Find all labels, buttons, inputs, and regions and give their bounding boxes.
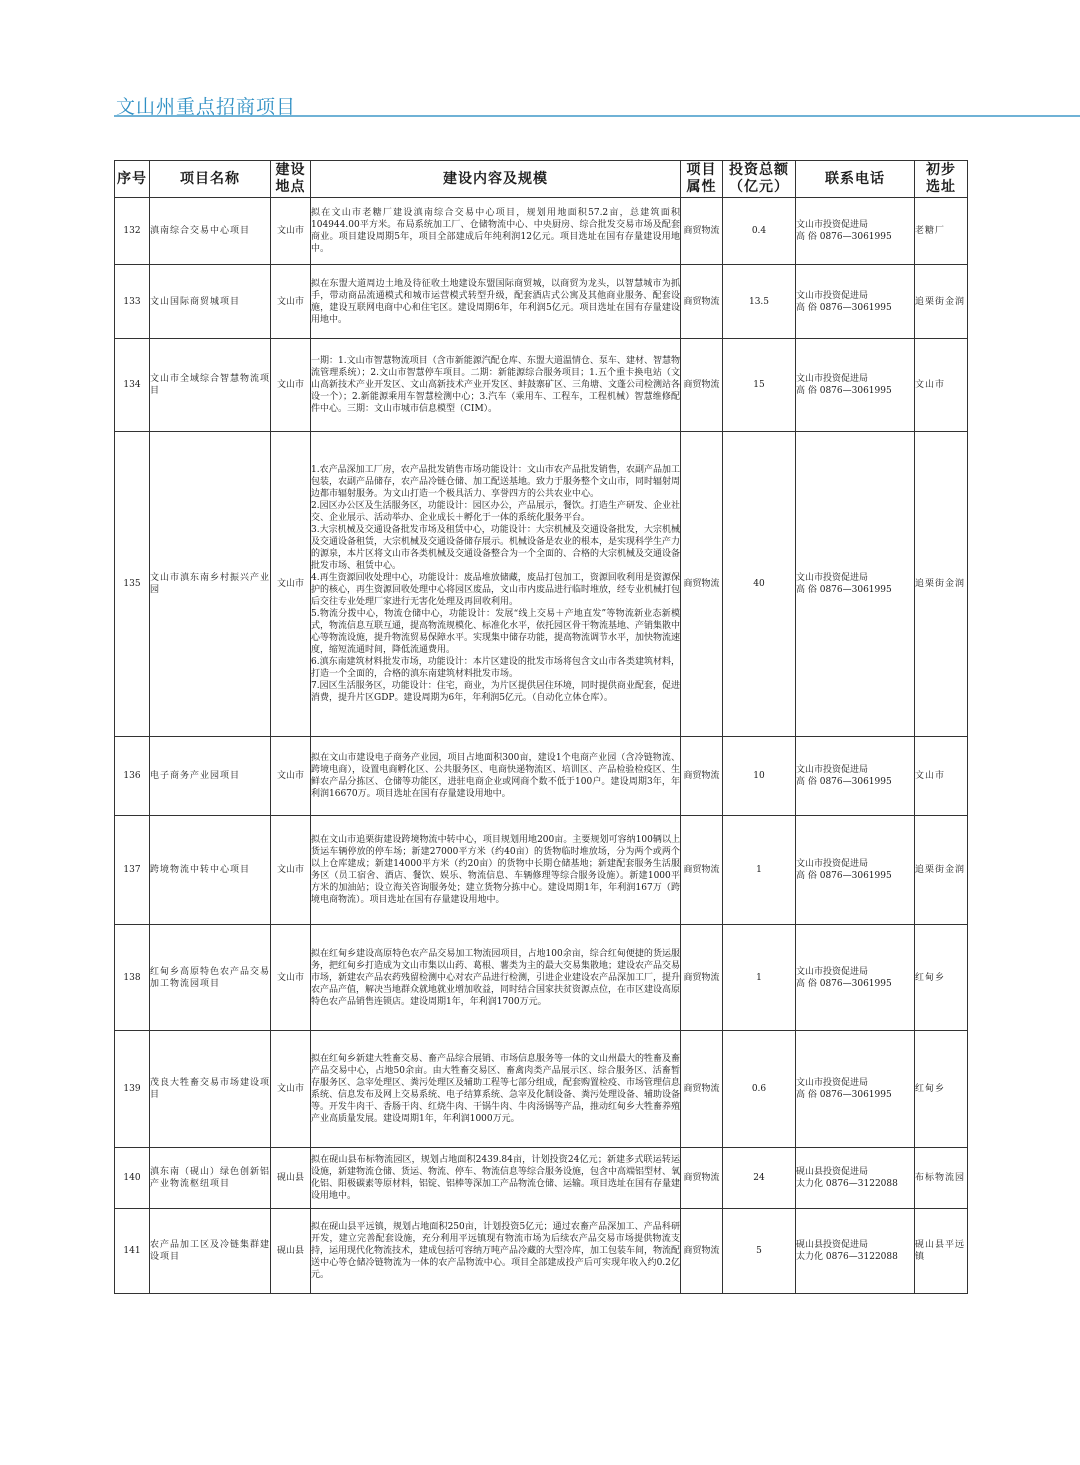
- header-attr-line2: 属性: [686, 179, 717, 195]
- table-row: [115, 737, 968, 816]
- project-location: 文山市: [271, 265, 311, 339]
- header-location-line2: 地点: [275, 179, 306, 195]
- header-attr-line1: 项目: [686, 162, 717, 178]
- table-row: [115, 1031, 968, 1148]
- investment-amount: 10: [723, 737, 796, 816]
- contact-org: 文山市投资促进局: [796, 220, 869, 230]
- project-attribute: 商贸物流: [681, 198, 723, 265]
- project-content: [311, 1031, 681, 1148]
- contact-org: 文山市投资促进局: [796, 374, 869, 384]
- project-name: 滇南综合交易中心项目: [150, 198, 271, 265]
- project-content: [311, 198, 681, 265]
- content-paragraph: 拟在东盟大道周边土地及待征收土地建设东盟国际商贸城，以商贸为龙头，以智慧城市为抓手，带动商品流通模式和城市运营模式转型升级，配套酒店式公寓及其他商业服务、配套设施，建设互联网电商中心和住宅区。建设周期6年，年利润5亿元。项目选址在国有存量建设用地中。: [311, 278, 680, 325]
- content-paragraph: 3.大宗机械及交通设备批发市场及租赁中心，功能设计：大宗机械及交通设备批发，大宗机械及交通设备租赁，大宗机械及交通设备储存展示。机械设备是农业的根本，是实现科学生产力的源泉，本片区将文山市各类机械及交通设备整合为一个全面的、合格的大宗机械及交通设备批发市场、租赁中心。: [311, 525, 681, 571]
- project-content: [311, 432, 681, 737]
- header-location: [271, 161, 311, 198]
- content-paragraph: 4.再生资源回收处理中心，功能设计：废品堆放储藏，废品打包加工，资源回收利用是资源保护的核心，再生资源回收处理中心将园区废品，文山市内废品进行临时堆放，经专业机械打包后交往专业处理厂家进行无害化处理及再回收利用。: [311, 573, 681, 607]
- contact-person-phone: 高 俗 0876—3061995: [796, 302, 892, 313]
- project-content: [311, 1148, 681, 1209]
- project-content: [311, 925, 681, 1031]
- investment-amount: 40: [723, 432, 796, 737]
- project-location: 文山市: [271, 737, 311, 816]
- project-location: 文山市: [271, 816, 311, 925]
- project-attribute: 商贸物流: [681, 925, 723, 1031]
- investment-amount: 1: [723, 816, 796, 925]
- contact-person-phone: 太力化 0876—3122088: [796, 1252, 898, 1262]
- preliminary-site: 追栗街金润: [915, 265, 968, 339]
- header-investment: [723, 161, 796, 198]
- project-name: 文山市滇东南乡村振兴产业园: [150, 432, 271, 737]
- contact-org: 文山市投资促进局: [796, 290, 869, 301]
- project-content: [311, 737, 681, 816]
- project-name: 茂良大牲畜交易市场建设项目: [150, 1031, 271, 1148]
- preliminary-site: 红甸乡: [915, 925, 968, 1031]
- project-content: [311, 339, 681, 432]
- row-number: 141: [115, 1209, 150, 1294]
- project-location: 文山市: [271, 432, 311, 737]
- content-paragraph: 2.园区办公区及生活服务区，功能设计：园区办公，产品展示，餐饮。打造生产研发、企业社交、企业展示、活动举办、企业成长＋孵化于一体的系统化服务平台。: [311, 501, 680, 523]
- contact-person-phone: 太力化 0876—3122088: [796, 1179, 898, 1189]
- project-attribute: 商贸物流: [681, 816, 723, 925]
- project-attribute: 商贸物流: [681, 1148, 723, 1209]
- contact-info: [796, 1031, 915, 1148]
- row-number: 134: [115, 339, 150, 432]
- header-location-line1: 建设: [275, 162, 306, 178]
- header-site: [915, 161, 968, 198]
- table-row: [115, 1209, 968, 1294]
- contact-org: 文山市投资促进局: [796, 573, 869, 583]
- page-title: 文山州重点招商项目: [116, 96, 297, 118]
- table-row: [115, 265, 968, 339]
- table-row: [115, 1148, 968, 1209]
- project-name: 文山国际商贸城项目: [150, 265, 271, 339]
- row-number: 136: [115, 737, 150, 816]
- header-row: [115, 161, 968, 198]
- investment-amount: 13.5: [723, 265, 796, 339]
- project-location: 文山市: [271, 1031, 311, 1148]
- preliminary-site: 追栗街金润: [915, 432, 968, 737]
- contact-org: 文山市投资促进局: [796, 859, 869, 869]
- contact-person-phone: 高 俗 0876—3061995: [796, 386, 892, 396]
- contact-org: 砚山县投资促进局: [796, 1167, 869, 1177]
- preliminary-site: 布标物流园: [915, 1148, 968, 1209]
- project-name: 文山市全域综合智慧物流项目: [150, 339, 271, 432]
- investment-amount: 1: [723, 925, 796, 1031]
- contact-person-phone: 高 俗 0876—3061995: [796, 978, 892, 989]
- preliminary-site: 文山市: [915, 339, 968, 432]
- contact-org: 文山市投资促进局: [796, 1078, 869, 1088]
- content-paragraph: 1.农产品深加工厂房，农产品批发销售市场功能设计：文山市农产品批发销售，农副产品加工包装，农副产品储存，农产品冷链仓储、加工配送基地。致力于服务整个文山市，同时辐射周边都市辐射服务。为文山打造一个极具活力、享誉四方的公共农业中心。: [311, 465, 681, 499]
- project-attribute: 商贸物流: [681, 737, 723, 816]
- contact-org: 文山市投资促进局: [796, 966, 869, 977]
- header-attr: [681, 161, 723, 198]
- table-row: [115, 198, 968, 265]
- preliminary-site: 砚山县平远镇: [915, 1209, 968, 1294]
- project-location: 砚山县: [271, 1148, 311, 1209]
- contact-person-phone: 高 俗 0876—3061995: [796, 1090, 892, 1100]
- project-location: 砚山县: [271, 1209, 311, 1294]
- contact-info: [796, 339, 915, 432]
- row-number: 132: [115, 198, 150, 265]
- table-row: [115, 816, 968, 925]
- project-name: 红甸乡高原特色农产品交易加工物流园项目: [150, 925, 271, 1031]
- contact-info: [796, 198, 915, 265]
- content-paragraph: 拟在文山市建设电子商务产业园，项目占地面积300亩，建设1个电商产业园（含冷链物流、跨境电商），设置电商孵化区、公共服务区、电商快递物流区、培训区、产品检验检疫区、生鲜农产品分拣区、仓储等功能区，进驻电商企业或网商个数不低于100户。建设周期3年，年利润16670万。项目选址在国有存量建设用地中。: [311, 753, 680, 799]
- preliminary-site: 老糖厂: [915, 198, 968, 265]
- contact-org: 砚山县投资促进局: [796, 1240, 869, 1250]
- project-location: 文山市: [271, 925, 311, 1031]
- project-location: 文山市: [271, 339, 311, 432]
- contact-person-phone: 高 俗 0876—3061995: [796, 232, 892, 242]
- content-paragraph: 拟在文山市老糖厂建设滇南综合交易中心项目，规划用地面积57.2亩，总建筑面积104944.00平方米。布局系统加工厂、仓储物流中心、中央厨房、综合批发交易市场及配套商业。项目建设周期5年，项目全部建成后年纯利润12亿元。项目选址在国有存量建设用地中。: [311, 208, 680, 254]
- content-paragraph: 一期：1.文山市智慧物流项目（含市新能源汽配仓库、东盟大道温情仓、泵车、建材、智慧物流管理系统）；2.文山市智慧停车项目。二期：新能源综合服务项目；1.五个重卡换电站（文山高新技术产业开发区、文山高新技术产业开发区、蚌鼓寨矿区、三角塘、文蓬公司检测站各设一个）；2.新能源乘用车智慧检测中心；3.汽车（乘用车、工程车，工程机械）智慧维修配件中心。三期：文山市城市信息模型（CIM）。: [311, 356, 681, 414]
- project-attribute: 商贸物流: [681, 432, 723, 737]
- content-paragraph: 7.园区生活服务区，功能设计：住宅，商业，为片区提供居住环境，同时提供商业配套，促进消费，提升片区GDP。建设周期为6年，年利润5亿元。（自动化立体仓库）。: [311, 681, 680, 703]
- project-attribute: 商贸物流: [681, 1209, 723, 1294]
- investment-amount: 24: [723, 1148, 796, 1209]
- row-number: 140: [115, 1148, 150, 1209]
- investment-amount: 0.6: [723, 1031, 796, 1148]
- header-content: 建设内容及规模: [311, 161, 681, 198]
- project-attribute: 商贸物流: [681, 265, 723, 339]
- preliminary-site: 追栗街金润: [915, 816, 968, 925]
- content-paragraph: 拟在红甸乡建设高原特色农产品交易加工物流园项目，占地100余亩，综合红甸便捷的货运服务，把红甸乡打造成为文山市集以山药、葛根、薯类为主的最大交易集散地；建设农产品交易市场，新建农产品农药残留检测中心对农产品进行检测，引进企业建设农产品深加工厂，提升农产品产值，解决当地群众就地就业增加收益，同时结合国家扶贫资源点位，在市区建设高原特色农产品销售连锁店。建设周期1年，年利润1700万元。: [311, 948, 681, 1007]
- table-row: [115, 925, 968, 1031]
- header-site-line2: 选址: [926, 179, 956, 195]
- content-paragraph: 6.滇东南建筑材料批发市场，功能设计：本片区建设的批发市场将包含文山市各类建筑材料，打造一个全面的，合格的滇东南建筑材料批发市场。: [311, 657, 680, 679]
- projects-table: [114, 160, 968, 1294]
- contact-info: [796, 816, 915, 925]
- project-location: 文山市: [271, 198, 311, 265]
- title-underline: [114, 115, 1080, 117]
- contact-info: [796, 432, 915, 737]
- contact-info: [796, 265, 915, 339]
- table-row: [115, 339, 968, 432]
- content-paragraph: 拟在文山市追栗街建设跨境物流中转中心，项目规划用地200亩。主要规划可容纳100辆以上货运车辆停放的停车场；新建27000平方米（约40亩）的货物临时堆放场，分为两个或两个以上仓库建成；新建14000平方米（约20亩）的货物中长期仓储基地；新建配套服务生活服务区（员工宿舍、酒店、餐饮、娱乐、物流信息、车辆修理等综合服务设施）。新建1000平方米的加油站；设立海关咨询服务处；建立货物分拣中心。建设周期1年，年利润167万（跨境电商物流）。项目选址在国有存量建设用地中。: [311, 835, 680, 905]
- row-number: 133: [115, 265, 150, 339]
- header-investment-line2: （亿元）: [729, 179, 789, 195]
- header-investment-line1: 投资总额: [729, 162, 789, 178]
- row-number: 137: [115, 816, 150, 925]
- preliminary-site: 红甸乡: [915, 1031, 968, 1148]
- contact-person-phone: 高 俗 0876—3061995: [796, 585, 892, 595]
- row-number: 139: [115, 1031, 150, 1148]
- project-name: 电子商务产业园项目: [150, 737, 271, 816]
- project-content: [311, 1209, 681, 1294]
- contact-person-phone: 高 俗 0876—3061995: [796, 871, 892, 881]
- project-name: 农产品加工区及冷链集群建设项目: [150, 1209, 271, 1294]
- investment-amount: 0.4: [723, 198, 796, 265]
- header-no: 序号: [115, 161, 150, 198]
- project-attribute: 商贸物流: [681, 1031, 723, 1148]
- contact-info: [796, 1209, 915, 1294]
- contact-info: [796, 737, 915, 816]
- header-contact: 联系电话: [796, 161, 915, 198]
- project-attribute: 商贸物流: [681, 339, 723, 432]
- table-row: [115, 432, 968, 737]
- header-name: 项目名称: [150, 161, 271, 198]
- project-name: 滇东南（砚山）绿色创新铝产业物流枢纽项目: [150, 1148, 271, 1209]
- content-paragraph: 拟在红甸乡新建大牲畜交易、畜产品综合展销、市场信息服务等一体的文山州最大的牲畜及畜产品交易中心，占地50余亩。由大牲畜交易区、畜禽肉类产品展示区、综合服务区、活畜暂存服务区、急宰处理区、粪污处理区及辅助工程等七部分组成，配套购置检疫、市场管理信息系统、信息发布及网上交易系统、电子结算系统、急宰及化制设备、粪污处理设备、辅助设备等。开发牛肉干、香肠干肉、红烧牛肉、干锅牛肉、牛肉汤锅等产品，推动红甸乡大牲畜养殖产业高质量发展。建设周期1年，年利润1000万元。: [311, 1054, 681, 1124]
- project-content: [311, 265, 681, 339]
- project-name: 跨境物流中转中心项目: [150, 816, 271, 925]
- content-paragraph: 5.物流分拨中心，物流仓储中心，功能设计：发展“线上交易＋产地直发”等物流新业态新模式，物流信息互联互通，提高物流规模化、标准化水平，依托园区骨干物流基地、产销集散中心等物流设施，提升物流贸易保障水平。实现集中储存功能，提高物流调节水平，加快物流速度，缩短流通时间，降低流通费用。: [311, 609, 681, 655]
- investment-amount: 15: [723, 339, 796, 432]
- content-paragraph: 拟在砚山县平远镇，规划占地面积250亩，计划投资5亿元；通过农畜产品深加工、产品科研开发，建立完善配套设施，充分利用平远镇现有物流市场为后续农产品交易市场提供物流支持，运用现代化物流技术，建成包括可容纳万吨产品冷藏的大型冷库，加工包装车间，物流配送中心等仓储冷链物流为一体的农产品物流中心。项目全部建成投产后可实现年收入约0.2亿元。: [311, 1222, 681, 1280]
- row-number: 135: [115, 432, 150, 737]
- contact-info: [796, 1148, 915, 1209]
- preliminary-site: 文山市: [915, 737, 968, 816]
- investment-amount: 5: [723, 1209, 796, 1294]
- header-site-line1: 初步: [926, 162, 956, 178]
- content-paragraph: 拟在砚山县布标物流园区，规划占地面积2439.84亩，计划投资24亿元；新建多式联运转运设施，新建物流仓储、货运、物流、停车、物流信息等综合服务设施，包含中高端铝型材、氧化铝、阳极碳素等原材料，铝锭、铝棒等深加工产品物流仓储、运输。项目选址在国有存量建设用地中。: [311, 1155, 681, 1201]
- project-content: [311, 816, 681, 925]
- row-number: 138: [115, 925, 150, 1031]
- contact-info: [796, 925, 915, 1031]
- contact-org: 文山市投资促进局: [796, 765, 869, 775]
- contact-person-phone: 高 俗 0876—3061995: [796, 777, 892, 787]
